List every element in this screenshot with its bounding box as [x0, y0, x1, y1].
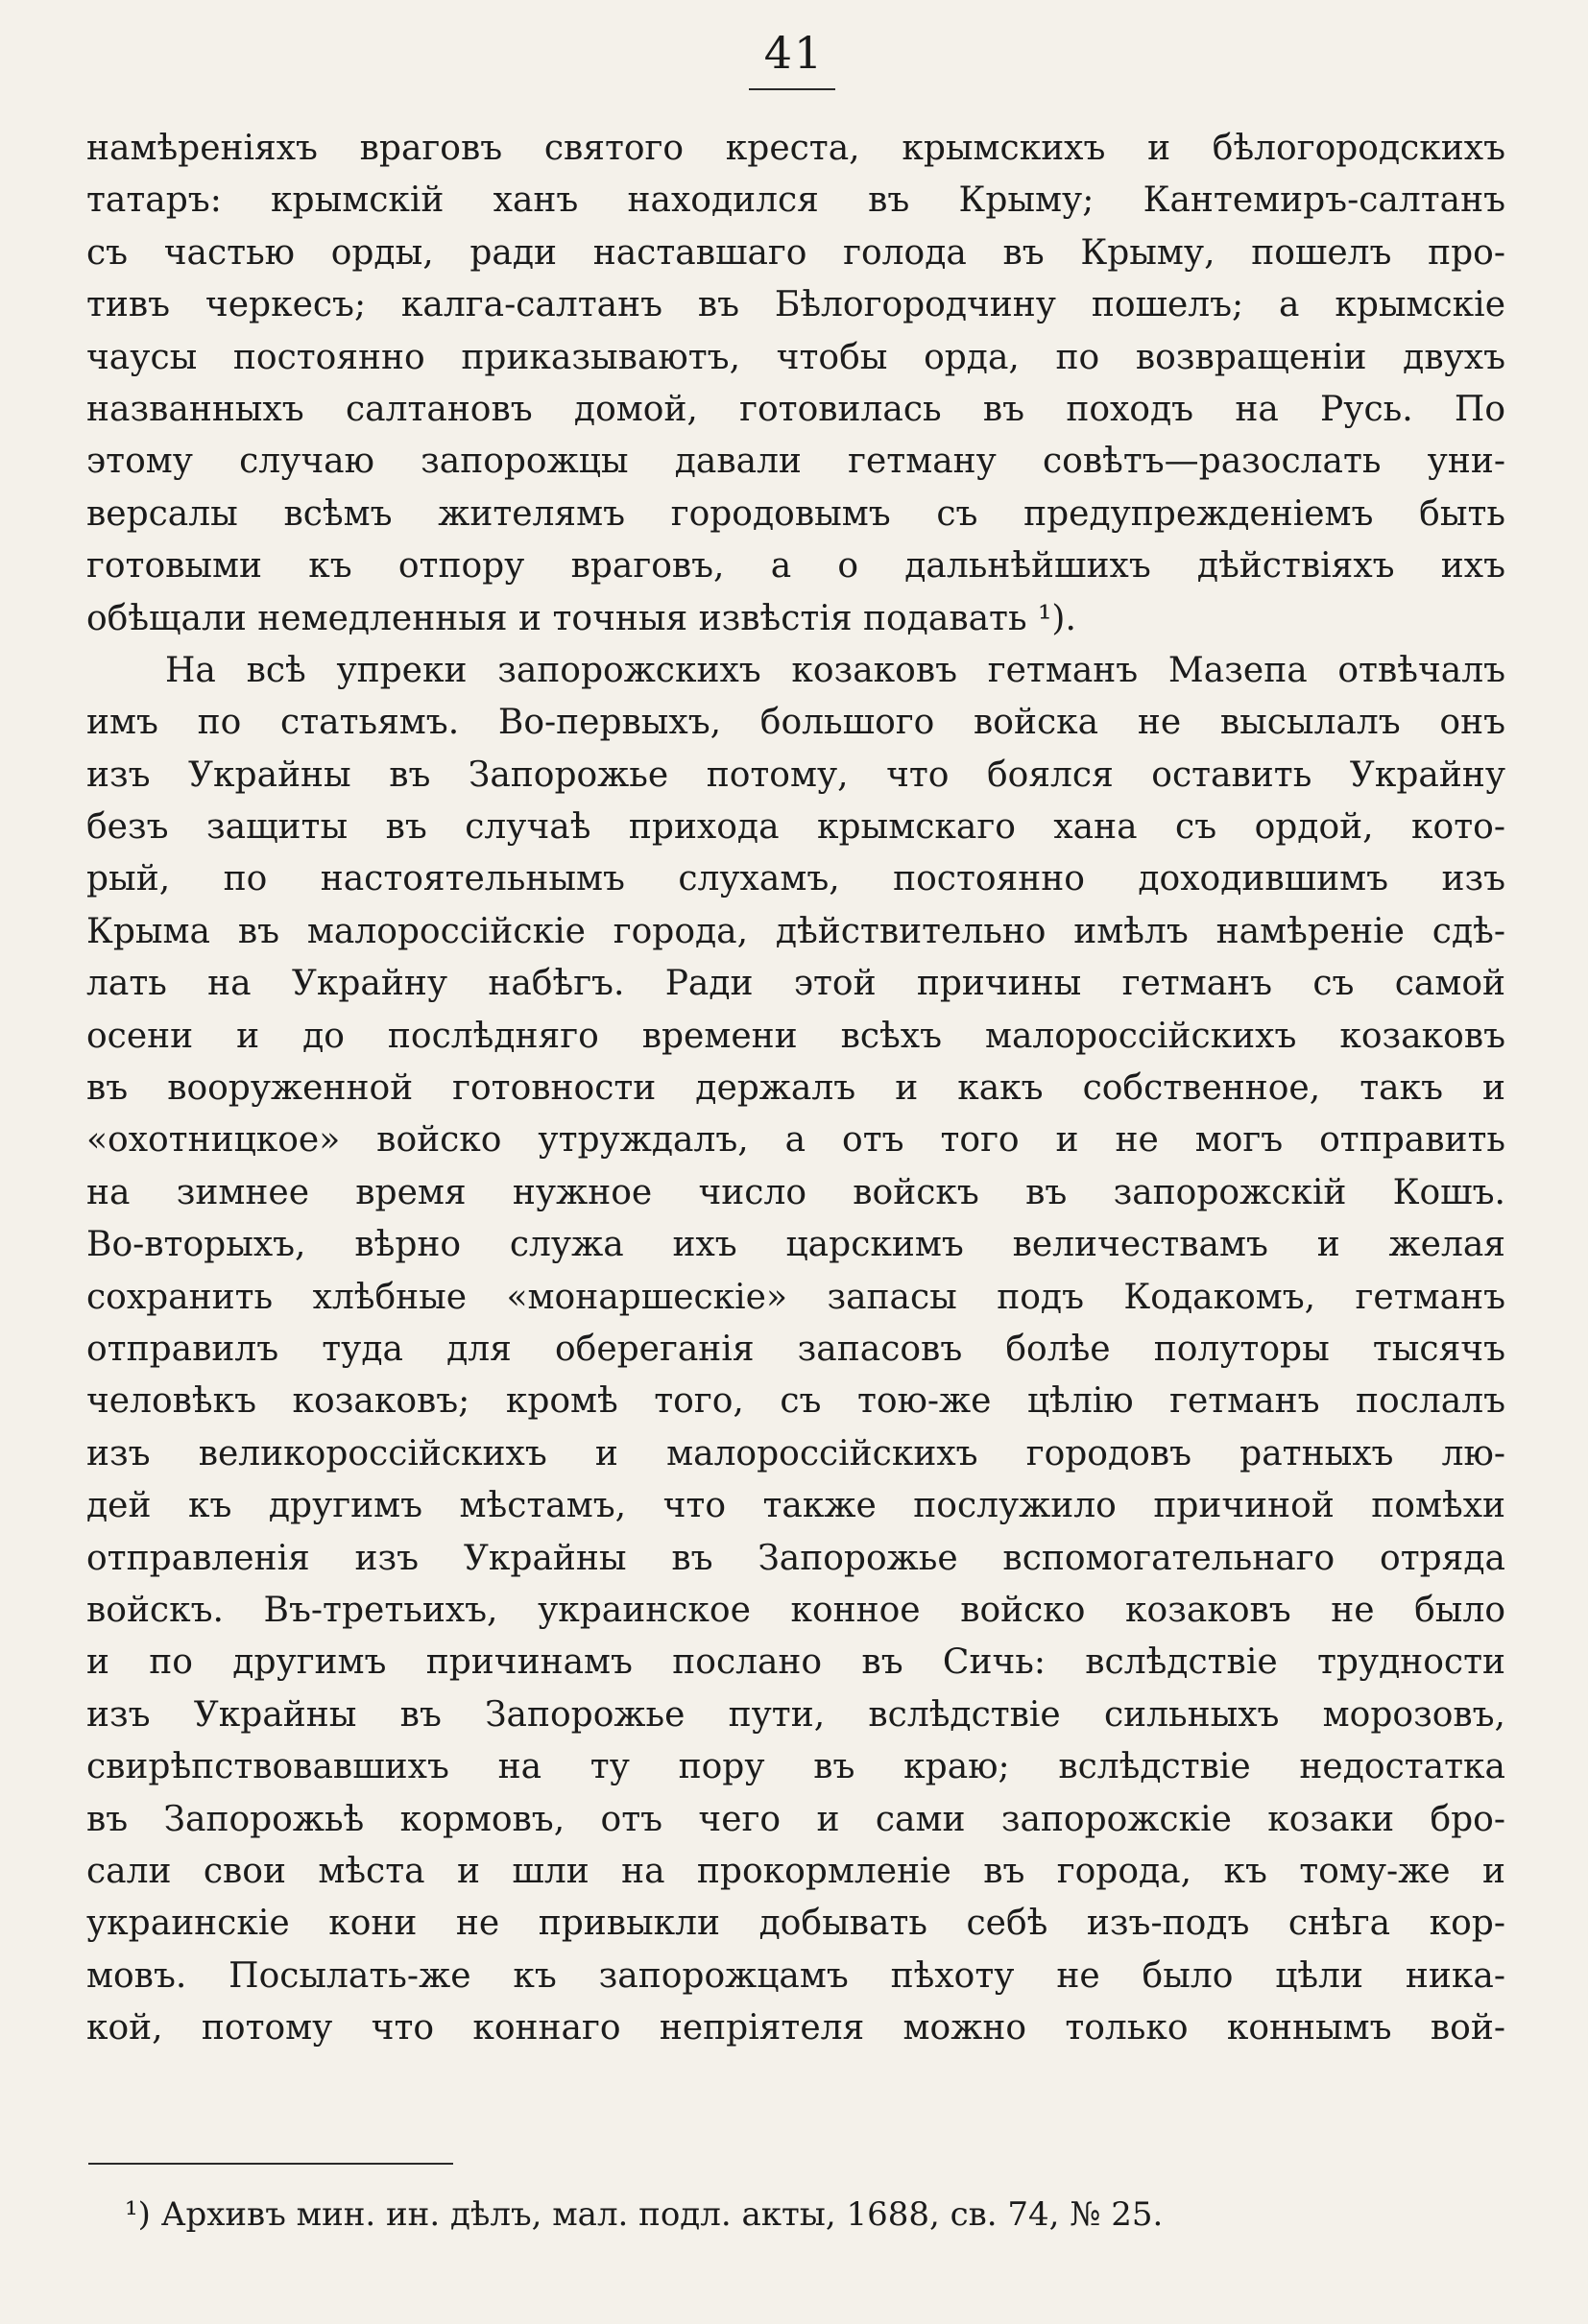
text-line: обѣщали немедленныя и точныя извѣстія подавать ¹). [86, 598, 1076, 638]
text-line: тивъ черкесъ; калга-салтанъ въ Бѣлогородчину пошелъ; а крымскіе [86, 285, 1505, 325]
text-line: Во-вторыхъ, вѣрно служа ихъ царскимъ величествамъ и желая [86, 1225, 1505, 1265]
text-line: лать на Украйну набѣгъ. Ради этой причины гетманъ съ самой [86, 964, 1505, 1004]
text-line: отправленія изъ Украйны въ Запорожье вспомогательнаго отряда [86, 1538, 1505, 1578]
text-line: съ частью орды, ради наставшаго голода въ Крыму, пошелъ про- [86, 232, 1505, 273]
text-line: изъ Украйны въ Запорожье потому, что боялся оставить Украйну [86, 755, 1505, 795]
text-line: чаусы постоянно приказываютъ, чтобы орда, по возвращеніи двухъ [86, 337, 1505, 377]
page-number: 41 [763, 27, 825, 79]
page-number-rule [749, 88, 835, 90]
text-line: на зимнее время нужное число войскъ въ запорожскій Кошъ. [86, 1172, 1505, 1212]
text-line: изъ великороссійскихъ и малороссійскихъ городовъ ратныхъ лю- [86, 1433, 1505, 1473]
text-line: въ Запорожьѣ кормовъ, отъ чего и сами запорожскіе козаки бро- [86, 1799, 1505, 1839]
text-line: названныхъ салтановъ домой, готовилась въ походъ на Русь. По [86, 389, 1505, 429]
text-line: войскъ. Въ-третьихъ, украинское конное войско козаковъ не было [86, 1590, 1505, 1630]
text-line: версалы всѣмъ жителямъ городовымъ съ предупрежденіемъ быть [86, 493, 1505, 534]
text-line: украинскіе кони не привыкли добывать себѣ изъ-подъ снѣга кор- [86, 1904, 1505, 1944]
text-line: осени и до послѣдняго времени всѣхъ малороссійскихъ козаковъ [86, 1016, 1505, 1056]
text-line: мовъ. Посылать-же къ запорожцамъ пѣхоту не было цѣли ника- [86, 1955, 1505, 1996]
text-line: свирѣпствовавшихъ на ту пору въ краю; вслѣдствіе недостатка [86, 1747, 1505, 1787]
text-line: имъ по статьямъ. Во-первыхъ, большого войска не высылалъ онъ [86, 703, 1505, 743]
footnote-rule [88, 2163, 453, 2165]
text-line: сали свои мѣста и шли на прокормленіе въ города, къ тому-же и [86, 1851, 1505, 1891]
text-line: кой, потому что коннаго непріятеля можно только коннымъ вой- [86, 2008, 1505, 2048]
text-line: и по другимъ причинамъ послано въ Сичь: вслѣдствіе трудности [86, 1642, 1505, 1683]
text-line: сохранить хлѣбные «монаршескіе» запасы подъ Кодакомъ, гетманъ [86, 1277, 1505, 1317]
text-line: татаръ: крымскій ханъ находился въ Крыму; Кантемиръ-салтанъ [86, 180, 1505, 221]
text-line: рый, по настоятельнымъ слухамъ, постоянно доходившимъ изъ [86, 859, 1505, 899]
text-line: На всѣ упреки запорожскихъ козаковъ гетманъ Мазепа отвѣчалъ [165, 650, 1505, 690]
text-line: отправилъ туда для обереганія запасовъ болѣе полуторы тысячъ [86, 1329, 1505, 1369]
text-line: «охотницкое» войско утруждалъ, а отъ того и не могъ отправить [86, 1120, 1505, 1161]
body-text [86, 123, 1505, 2054]
text-line: безъ защиты въ случаѣ прихода крымскаго хана съ ордой, кото- [86, 807, 1505, 848]
text-line: дей къ другимъ мѣстамъ, что также послужило причиной помѣхи [86, 1486, 1505, 1526]
text-line: намѣреніяхъ враговъ святого креста, крымскихъ и бѣлогородскихъ [86, 129, 1505, 168]
text-line: въ вооруженной готовности держалъ и какъ собственное, такъ и [86, 1068, 1505, 1109]
text-line: изъ Украйны въ Запорожье пути, вслѣдствіе сильныхъ морозовъ, [86, 1694, 1505, 1735]
text-line: Крыма въ малороссійскіе города, дѣйствительно имѣлъ намѣреніе сдѣ- [86, 911, 1505, 951]
footnote: ¹) Архивъ мин. ин. дѣлъ, мал. подл. акты, 1688, св. 74, № 25. [125, 2195, 1164, 2234]
text-line: этому случаю запорожцы давали гетману совѣтъ—разослать уни- [86, 442, 1505, 482]
text-line: готовыми къ отпору враговъ, а о дальнѣйшихъ дѣйствіяхъ ихъ [86, 546, 1505, 587]
text-line: человѣкъ козаковъ; кромѣ того, съ тою-же цѣлію гетманъ послалъ [86, 1381, 1505, 1422]
